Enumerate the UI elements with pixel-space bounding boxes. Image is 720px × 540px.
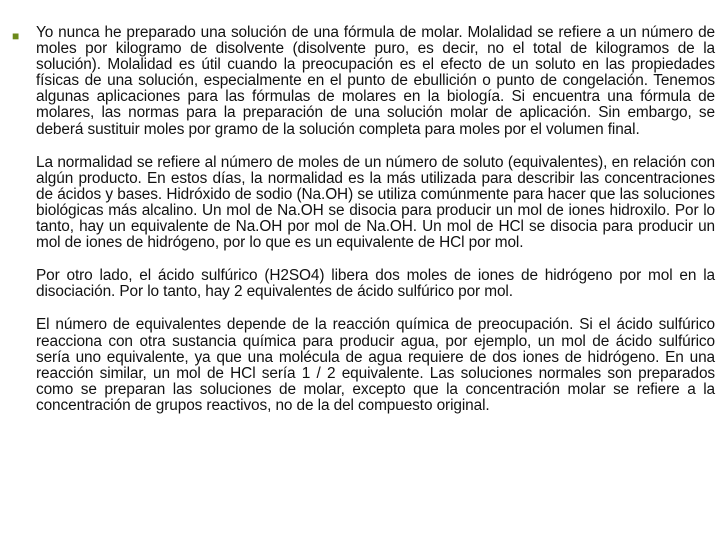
paragraph-normalidad: La normalidad se refiere al número de moles de un número de soluto (equivalentes), en relación con algún producto. En estos días, la normalidad es la más utilizada para describir las concentraciones de ácidos y bases. Hidróxido de sodio (Na.OH) se utiliza comúnmente para hacer que las soluciones biológicas más alcalino. Un mol de Na.OH se disocia para producir un mol de iones hidroxilo. Por lo tanto, hay un equivalente de Na.OH por mol de Na.OH. Un mol de HCl se disocia para producir un mol de iones de hidrógeno, por lo que es un equivalente de HCl por mol. <box>36 153 715 252</box>
paragraph-equivalentes: El número de equivalentes depende de la reacción química de preocupación. Si el ácido sulfúrico reacciona con otra sustancia química para producir agua, por ejemplo, un mol de ácido sulfúrico sería uno equivalente, ya que una molécula de agua requiere de dos iones de hidrógeno. En una reacción similar, un mol de HCl sería 1 / 2 equivalente. Las soluciones normales son preparados como se preparan las soluciones de molar, excepto que la concentración molar se refiere a la concentración de grupos reactivos, no de la del compuesto original. <box>36 316 715 414</box>
paragraph-molalidad: Yo nunca he preparado una solución de una fórmula de molar. Molalidad se refiere a un número de moles por kilogramo de disolvente (disolvente puro, es decir, no el total de kilogramos de la solución). Molalidad es útil cuando la preocupación es el efecto de un soluto en las propiedades físicas de una solución, especialmente en el punto de ebullición o punto de congelación. Tenemos algunas aplicaciones para las fórmulas de molares en la biología. Si encuentra una fórmula de molares, las normas para la preparación de una solución molar de aplicación. Sin embargo, se deberá sustituir moles por gramo de la solución completa para moles por el volumen final. <box>36 24 715 138</box>
paragraph-acido-sulfurico: Por otro lado, el ácido sulfúrico (H2SO4) libera dos moles de iones de hidrógeno por mol en la disociación. Por lo tanto, hay 2 equivalentes de ácido sulfúrico por mol. <box>36 267 715 301</box>
slide-body-text <box>36 25 715 431</box>
square-bullet-icon: ■ <box>12 29 20 43</box>
